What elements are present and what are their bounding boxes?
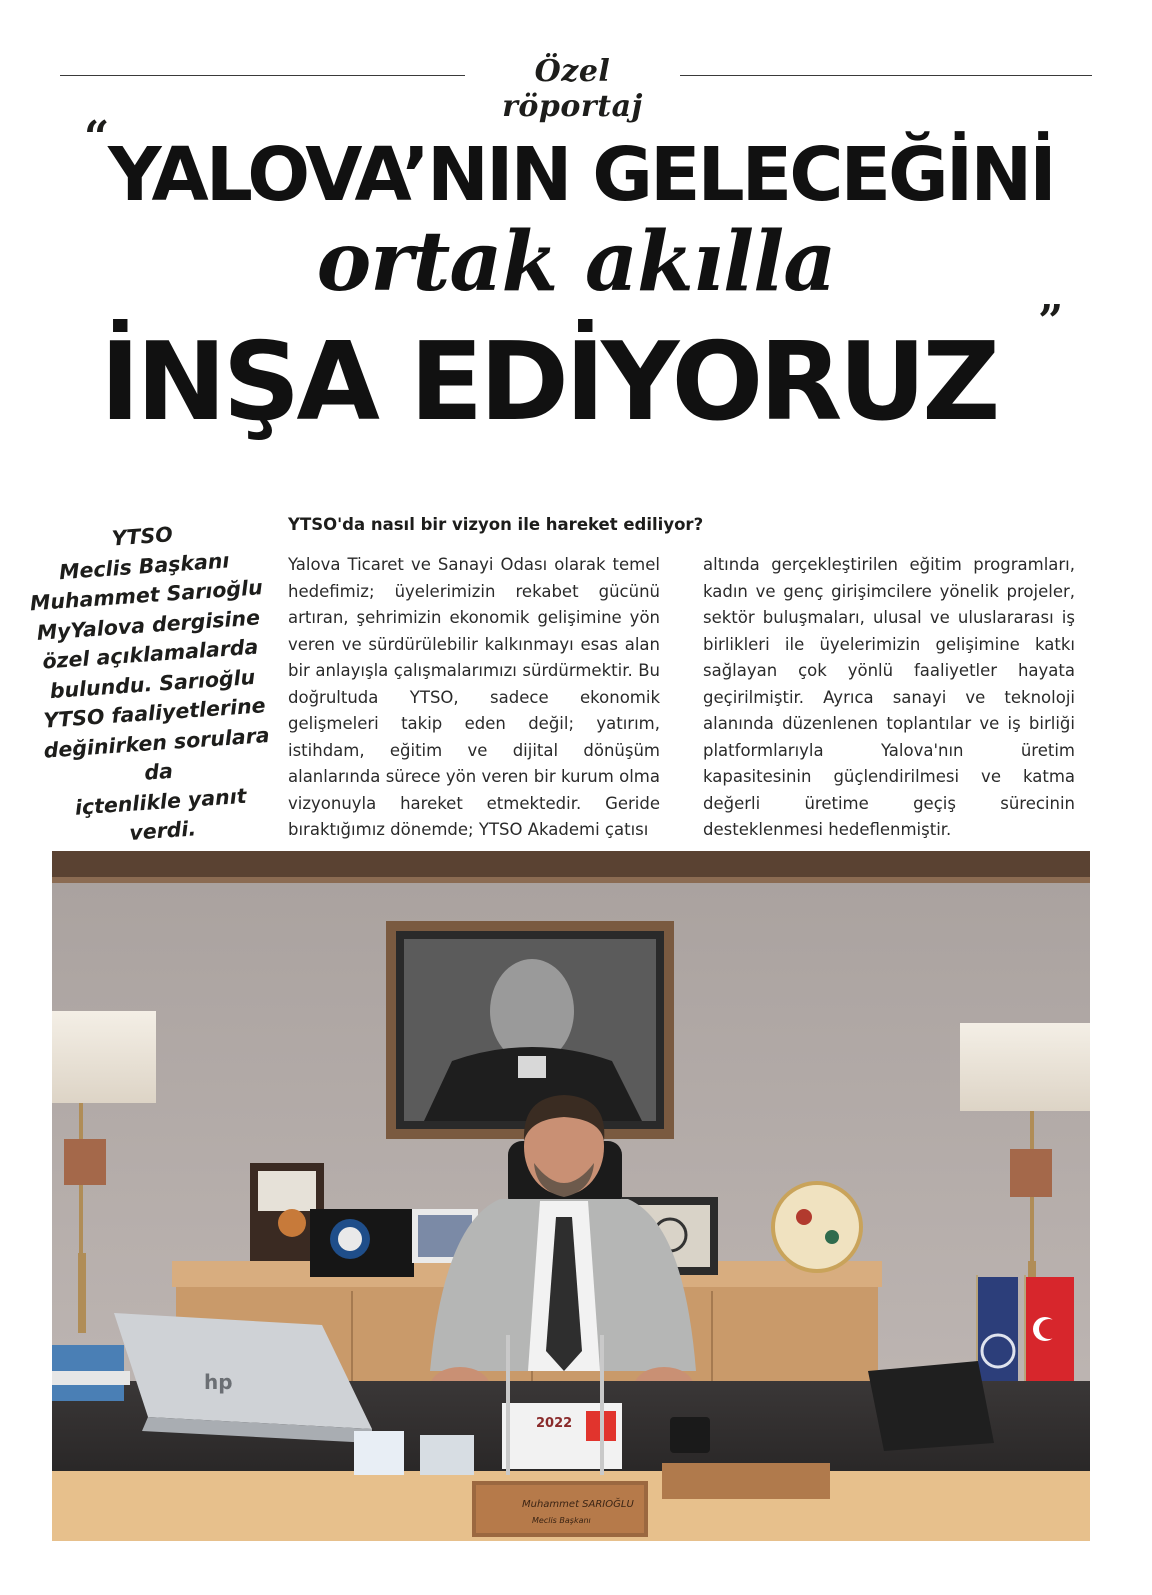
header-rule-right [680,75,1092,76]
intro-line: Meclis Başkanı [58,547,231,584]
intro-line: Muhammet Sarıoğlu [29,575,264,616]
portrait-frame [386,921,674,1139]
nameplate [472,1481,648,1537]
pen-tray [662,1463,830,1499]
nameplate-title: Meclis Başkanı [532,1516,591,1525]
ceiling-trim [52,851,1090,877]
section-label: Özel röportaj [502,54,643,124]
intro-line: MyYalova dergisine [35,604,261,645]
intro-line: özel açıklamalarda [41,634,260,674]
header-rule-left [60,75,465,76]
desk-phone [868,1361,994,1451]
intro-line: YTSO faaliyetlerine [42,693,267,733]
intro-line: bulundu. Sarıoğlu [48,664,256,703]
headline-line-2: ortak akılla [316,214,836,310]
article-column-2: altında gerçekleştirilen eğitim programları, kadın ve genç girişimcilere yönelik projeler, sektör buluşmaları, ulusal ve uluslararası iş birlikleri ile üyelerimizin gelişimine katkı sağlayan çok yönlü faaliyetler hayata geçirilmiştir. Ayrıca sanayi ve teknoloji alanında düzenlenen toplantılar ve iş birliği platformlarıyla Yalova'nın üretim kapasitesinin güçlendirilmesi ve katma değerli üretime geçiş sürecinin desteklenmesi hedeflenmiştir. [703,555,1075,839]
calendar-year: 2022 [536,1416,573,1431]
intro-summary [19,514,286,855]
headline-line-3: İNŞA EDİYORUZ [100,320,997,445]
headline-quote-close: ” [1038,296,1064,347]
intro-line: değinirken sorulara da [42,722,271,785]
laptop-logo: hp [204,1370,233,1394]
interview-question: YTSO'da nasıl bir vizyon ile hareket ediliyor? [288,515,704,534]
glass-award [420,1435,474,1475]
intro-line: içtenlikle yanıt verdi. [74,783,248,845]
article-column-1: Yalova Ticaret ve Sanayi Odası olarak temel hedefimiz; üyelerimizin rekabet gücünü artıran, şehrimizin ekonomik gelişimine yön veren ve sürdürülebilir kalkınmayı esas alan bir anlayışla çalışmalarımızı sürdürmektir. Bu doğrultuda YTSO, sadece ekonomik gelişmeleri takip eden değil; yatırım, istihdam, eğitim ve dijital dönüşüm alanlarında sürece yön veren bir kurum olma vizyonuyla hareket etmektedir. Geride bıraktığımız dönemde; YTSO Akademi çatısı [288,555,660,839]
card-holder [354,1431,404,1475]
nameplate-name: Muhammet SARIOĞLU [522,1499,634,1510]
headline-line-1: YALOVA’NIN GELECEĞİNİ [108,132,1054,218]
headline-quote-open: “ [84,112,110,163]
remote [670,1417,710,1453]
interview-photo [52,851,1090,1541]
intro-line: YTSO [110,522,174,551]
